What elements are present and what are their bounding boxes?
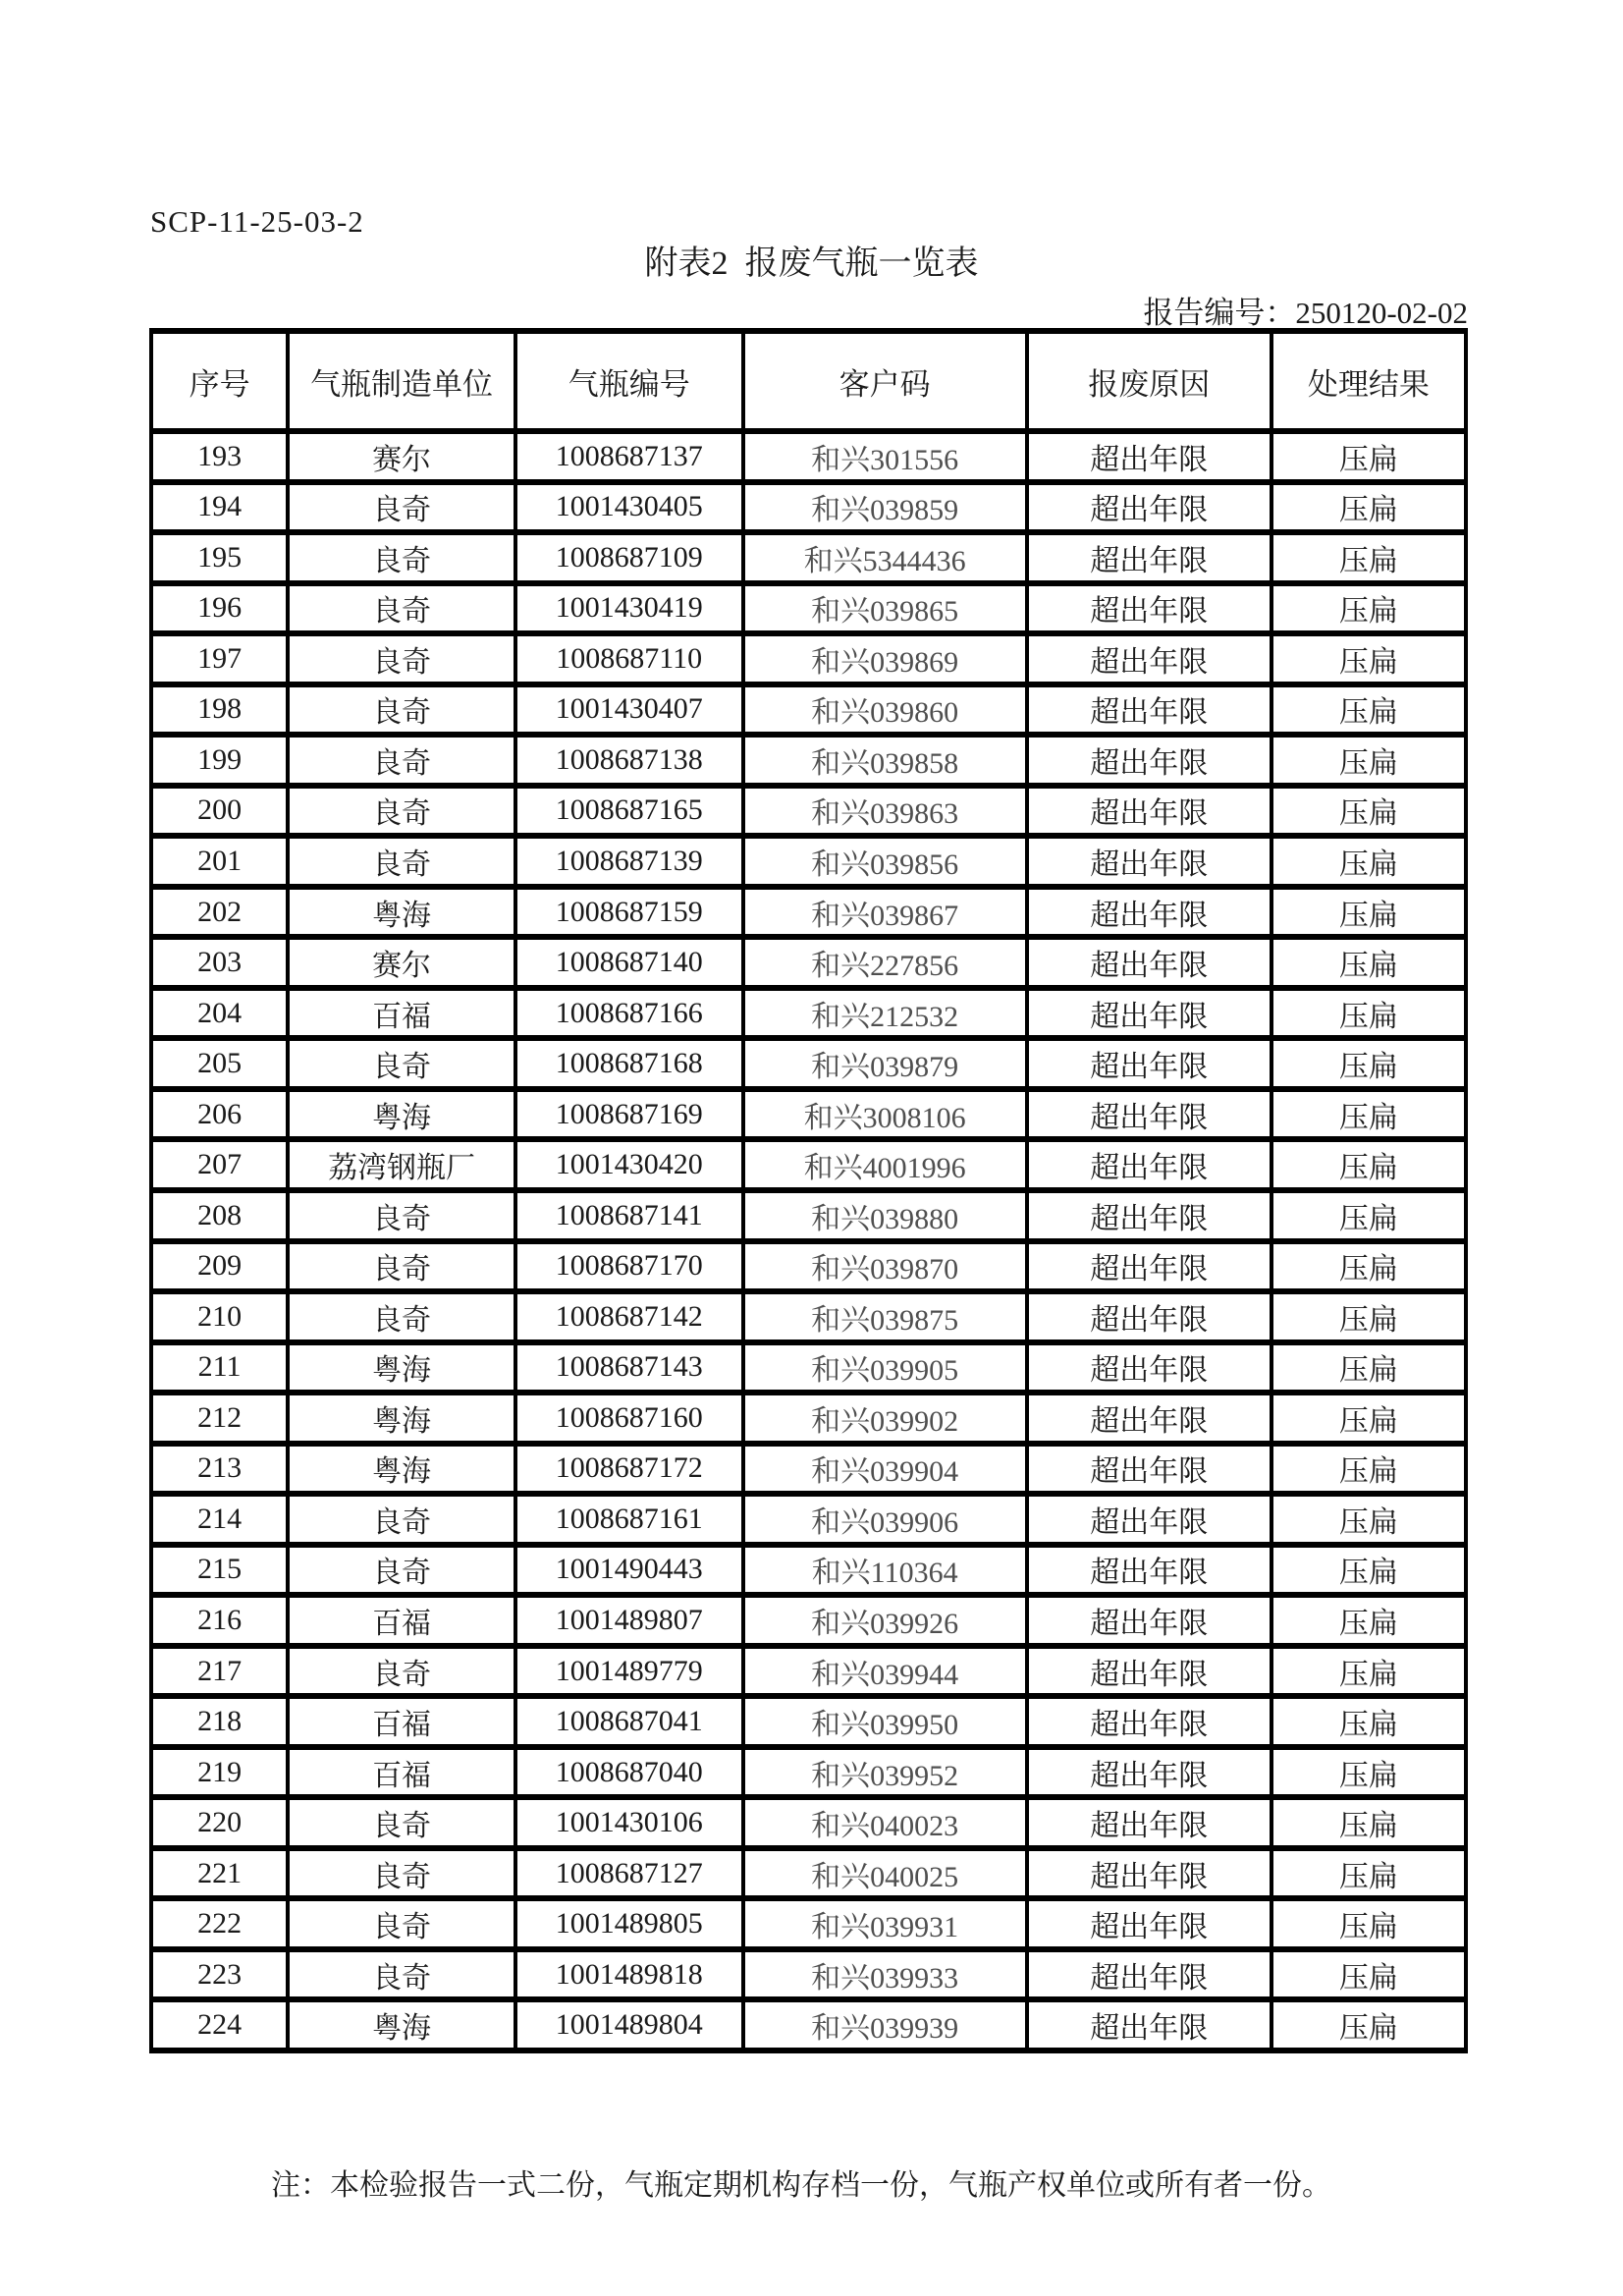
table-cell-result: 压扁	[1271, 1545, 1466, 1596]
table-cell-serial: 224	[151, 1999, 288, 2050]
table-row	[151, 1545, 1466, 1596]
table-cell-cylinder-no: 1008687142	[515, 1291, 743, 1342]
table-cell-manufacturer: 良奇	[288, 633, 515, 684]
table-cell-cylinder-no: 1008687040	[515, 1747, 743, 1798]
table-cell-scrap-reason: 超出年限	[1027, 1545, 1271, 1596]
table-cell-manufacturer: 良奇	[288, 1898, 515, 1949]
table-cell-serial: 193	[151, 431, 288, 482]
table-cell-customer-code: 和兴4001996	[743, 1139, 1027, 1190]
table-cell-serial: 202	[151, 887, 288, 938]
table-cell-cylinder-no: 1001430407	[515, 684, 743, 736]
table-cell-customer-code: 和兴227856	[743, 937, 1027, 988]
table-cell-scrap-reason: 超出年限	[1027, 786, 1271, 837]
table-cell-customer-code: 和兴040025	[743, 1848, 1027, 1899]
table-cell-manufacturer: 良奇	[288, 532, 515, 583]
table-cell-serial: 220	[151, 1797, 288, 1848]
table-row	[151, 431, 1466, 482]
table-cell-customer-code: 和兴039952	[743, 1747, 1027, 1798]
table-cell-cylinder-no: 1001430419	[515, 583, 743, 634]
table-cell-serial: 201	[151, 836, 288, 887]
table-cell-customer-code: 和兴039875	[743, 1291, 1027, 1342]
table-cell-scrap-reason: 超出年限	[1027, 1848, 1271, 1899]
table-cell-cylinder-no: 1008687041	[515, 1696, 743, 1747]
table-cell-result: 压扁	[1271, 1797, 1466, 1848]
table-cell-scrap-reason: 超出年限	[1027, 532, 1271, 583]
table-row	[151, 735, 1466, 786]
table-row	[151, 482, 1466, 533]
table-cell-cylinder-no: 1008687139	[515, 836, 743, 887]
table-cell-cylinder-no: 1008687169	[515, 1089, 743, 1140]
table-header	[151, 331, 1466, 431]
table-cell-scrap-reason: 超出年限	[1027, 1089, 1271, 1140]
table-row	[151, 583, 1466, 634]
document-code: SCP-11-25-03-2	[150, 204, 364, 239]
table-row	[151, 1747, 1466, 1798]
table-cell-manufacturer: 良奇	[288, 1797, 515, 1848]
table-cell-cylinder-no: 1008687141	[515, 1190, 743, 1241]
table-cell-result: 压扁	[1271, 1898, 1466, 1949]
table-cell-result: 压扁	[1271, 633, 1466, 684]
table-cell-result: 压扁	[1271, 1342, 1466, 1394]
table-cell-result: 压扁	[1271, 1291, 1466, 1342]
table-cell-customer-code: 和兴301556	[743, 431, 1027, 482]
table-cell-serial: 217	[151, 1646, 288, 1697]
table-row	[151, 1646, 1466, 1697]
table-cell-result: 压扁	[1271, 1646, 1466, 1697]
table-cell-cylinder-no: 1008687170	[515, 1241, 743, 1292]
table-row	[151, 1038, 1466, 1089]
table-cell-serial: 216	[151, 1595, 288, 1646]
scrapped-cylinder-table	[149, 328, 1468, 2053]
table-row	[151, 1949, 1466, 2000]
table-cell-customer-code: 和兴039906	[743, 1494, 1027, 1545]
table-cell-cylinder-no: 1008687110	[515, 633, 743, 684]
table-cell-manufacturer: 粤海	[288, 1342, 515, 1394]
table-row	[151, 1999, 1466, 2050]
table-row	[151, 1393, 1466, 1444]
table-cell-manufacturer: 良奇	[288, 1646, 515, 1697]
table-row	[151, 684, 1466, 736]
table-cell-serial: 209	[151, 1241, 288, 1292]
table-cell-manufacturer: 良奇	[288, 836, 515, 887]
table-cell-customer-code: 和兴039865	[743, 583, 1027, 634]
table-cell-scrap-reason: 超出年限	[1027, 1342, 1271, 1394]
table-cell-result: 压扁	[1271, 1696, 1466, 1747]
table-cell-manufacturer: 良奇	[288, 1545, 515, 1596]
table-cell-scrap-reason: 超出年限	[1027, 1949, 1271, 2000]
table-cell-cylinder-no: 1008687138	[515, 735, 743, 786]
table-cell-result: 压扁	[1271, 532, 1466, 583]
table-cell-scrap-reason: 超出年限	[1027, 1444, 1271, 1495]
table-cell-cylinder-no: 1001489779	[515, 1646, 743, 1697]
table-cell-serial: 196	[151, 583, 288, 634]
table-cell-customer-code: 和兴5344436	[743, 532, 1027, 583]
table-cell-customer-code: 和兴039870	[743, 1241, 1027, 1292]
table-cell-manufacturer: 百福	[288, 988, 515, 1039]
table-cell-customer-code: 和兴039859	[743, 482, 1027, 533]
table-row	[151, 887, 1466, 938]
table-cell-manufacturer: 粤海	[288, 1999, 515, 2050]
table-row	[151, 532, 1466, 583]
table-cell-manufacturer: 良奇	[288, 684, 515, 736]
table-cell-manufacturer: 良奇	[288, 1190, 515, 1241]
table-cell-customer-code: 和兴039856	[743, 836, 1027, 887]
table-cell-result: 压扁	[1271, 786, 1466, 837]
table-cell-serial: 210	[151, 1291, 288, 1342]
table-cell-manufacturer: 赛尔	[288, 937, 515, 988]
table-cell-serial: 198	[151, 684, 288, 736]
table-cell-serial: 223	[151, 1949, 288, 2000]
report-number-value: 250120-02-02	[1295, 296, 1468, 330]
table-cell-result: 压扁	[1271, 1038, 1466, 1089]
table-row	[151, 1190, 1466, 1241]
table-row	[151, 937, 1466, 988]
table-row	[151, 1848, 1466, 1899]
table-row	[151, 1089, 1466, 1140]
table-cell-customer-code: 和兴039904	[743, 1444, 1027, 1495]
table-row	[151, 1494, 1466, 1545]
table-cell-manufacturer: 百福	[288, 1595, 515, 1646]
table-cell-cylinder-no: 1001489805	[515, 1898, 743, 1949]
table-cell-scrap-reason: 超出年限	[1027, 1595, 1271, 1646]
table-cell-scrap-reason: 超出年限	[1027, 735, 1271, 786]
table-cell-serial: 218	[151, 1696, 288, 1747]
table-cell-manufacturer: 良奇	[288, 786, 515, 837]
table-cell-manufacturer: 荔湾钢瓶厂	[288, 1139, 515, 1190]
table-cell-result: 压扁	[1271, 1393, 1466, 1444]
table-cell-result: 压扁	[1271, 1241, 1466, 1292]
table-cell-customer-code: 和兴039931	[743, 1898, 1027, 1949]
table-cell-customer-code: 和兴039950	[743, 1696, 1027, 1747]
table-cell-result: 压扁	[1271, 735, 1466, 786]
table-cell-scrap-reason: 超出年限	[1027, 1139, 1271, 1190]
table-cell-result: 压扁	[1271, 583, 1466, 634]
table-row	[151, 786, 1466, 837]
table-cell-cylinder-no: 1001489818	[515, 1949, 743, 2000]
table-cell-result: 压扁	[1271, 1139, 1466, 1190]
table-cell-customer-code: 和兴039858	[743, 735, 1027, 786]
table-cell-customer-code: 和兴039879	[743, 1038, 1027, 1089]
table-cell-cylinder-no: 1008687109	[515, 532, 743, 583]
table-cell-customer-code: 和兴039902	[743, 1393, 1027, 1444]
table-cell-manufacturer: 良奇	[288, 1848, 515, 1899]
table-cell-scrap-reason: 超出年限	[1027, 1999, 1271, 2050]
table-cell-serial: 203	[151, 937, 288, 988]
table-cell-manufacturer: 百福	[288, 1747, 515, 1798]
table-row	[151, 1444, 1466, 1495]
table-cell-manufacturer: 良奇	[288, 583, 515, 634]
table-cell-scrap-reason: 超出年限	[1027, 988, 1271, 1039]
table-cell-serial: 207	[151, 1139, 288, 1190]
table-cell-serial: 212	[151, 1393, 288, 1444]
table-cell-scrap-reason: 超出年限	[1027, 1241, 1271, 1292]
table-cell-cylinder-no: 1001489807	[515, 1595, 743, 1646]
table-cell-customer-code: 和兴039860	[743, 684, 1027, 736]
table-cell-manufacturer: 良奇	[288, 735, 515, 786]
table-cell-cylinder-no: 1008687160	[515, 1393, 743, 1444]
table-cell-manufacturer: 粤海	[288, 1444, 515, 1495]
table-cell-result: 压扁	[1271, 1089, 1466, 1140]
column-header-cylinder-no: 气瓶编号	[515, 331, 743, 431]
table-cell-customer-code: 和兴039863	[743, 786, 1027, 837]
table-row	[151, 1342, 1466, 1394]
table-cell-scrap-reason: 超出年限	[1027, 1291, 1271, 1342]
table-cell-cylinder-no: 1008687168	[515, 1038, 743, 1089]
table-cell-customer-code: 和兴039905	[743, 1342, 1027, 1394]
table-cell-manufacturer: 良奇	[288, 1949, 515, 2000]
table-cell-scrap-reason: 超出年限	[1027, 1393, 1271, 1444]
table-cell-scrap-reason: 超出年限	[1027, 482, 1271, 533]
table-cell-cylinder-no: 1008687127	[515, 1848, 743, 1899]
table-cell-customer-code: 和兴039933	[743, 1949, 1027, 2000]
table-cell-customer-code: 和兴039867	[743, 887, 1027, 938]
table-cell-serial: 219	[151, 1747, 288, 1798]
table-cell-result: 压扁	[1271, 482, 1466, 533]
table-cell-scrap-reason: 超出年限	[1027, 583, 1271, 634]
table-cell-serial: 199	[151, 735, 288, 786]
table-row	[151, 1595, 1466, 1646]
table-cell-manufacturer: 良奇	[288, 1494, 515, 1545]
table-row	[151, 633, 1466, 684]
table-cell-serial: 213	[151, 1444, 288, 1495]
table-cell-scrap-reason: 超出年限	[1027, 1747, 1271, 1798]
table-cell-customer-code: 和兴039926	[743, 1595, 1027, 1646]
table-cell-manufacturer: 良奇	[288, 1291, 515, 1342]
table-cell-customer-code: 和兴039869	[743, 633, 1027, 684]
column-header-serial: 序号	[151, 331, 288, 431]
table-cell-cylinder-no: 1001430420	[515, 1139, 743, 1190]
table-cell-customer-code: 和兴3008106	[743, 1089, 1027, 1140]
table-cell-scrap-reason: 超出年限	[1027, 1038, 1271, 1089]
table-cell-serial: 197	[151, 633, 288, 684]
table-row	[151, 836, 1466, 887]
table-cell-manufacturer: 良奇	[288, 482, 515, 533]
table-cell-cylinder-no: 1008687161	[515, 1494, 743, 1545]
table-body	[151, 431, 1466, 2050]
table-cell-customer-code: 和兴039939	[743, 1999, 1027, 2050]
table-cell-cylinder-no: 1001489804	[515, 1999, 743, 2050]
table-cell-scrap-reason: 超出年限	[1027, 887, 1271, 938]
table-cell-manufacturer: 良奇	[288, 1241, 515, 1292]
table-cell-result: 压扁	[1271, 836, 1466, 887]
table-cell-customer-code: 和兴039944	[743, 1646, 1027, 1697]
table-cell-cylinder-no: 1001430106	[515, 1797, 743, 1848]
table-cell-cylinder-no: 1008687159	[515, 887, 743, 938]
table-cell-manufacturer: 粤海	[288, 1393, 515, 1444]
table-cell-result: 压扁	[1271, 988, 1466, 1039]
table-cell-scrap-reason: 超出年限	[1027, 1190, 1271, 1241]
table-cell-manufacturer: 良奇	[288, 1038, 515, 1089]
table-cell-cylinder-no: 1008687172	[515, 1444, 743, 1495]
table-cell-serial: 215	[151, 1545, 288, 1596]
column-header-customer-code: 客户码	[743, 331, 1027, 431]
table-cell-result: 压扁	[1271, 887, 1466, 938]
table-row	[151, 1139, 1466, 1190]
table-cell-result: 压扁	[1271, 1444, 1466, 1495]
footer-note: 注：本检验报告一式二份，气瓶定期机构存档一份，气瓶产权单位或所有者一份。	[271, 2169, 1331, 2202]
table-cell-result: 压扁	[1271, 1494, 1466, 1545]
table-cell-result: 压扁	[1271, 1747, 1466, 1798]
table-cell-result: 压扁	[1271, 1190, 1466, 1241]
table-cell-serial: 204	[151, 988, 288, 1039]
table-cell-manufacturer: 粤海	[288, 1089, 515, 1140]
table-cell-cylinder-no: 1008687143	[515, 1342, 743, 1394]
table-cell-scrap-reason: 超出年限	[1027, 937, 1271, 988]
table-cell-manufacturer: 百福	[288, 1696, 515, 1747]
table-row	[151, 1898, 1466, 1949]
table-cell-scrap-reason: 超出年限	[1027, 1696, 1271, 1747]
table-cell-scrap-reason: 超出年限	[1027, 836, 1271, 887]
table-cell-serial: 194	[151, 482, 288, 533]
column-header-manufacturer: 气瓶制造单位	[288, 331, 515, 431]
table-cell-serial: 222	[151, 1898, 288, 1949]
table-row	[151, 1291, 1466, 1342]
table-cell-customer-code: 和兴212532	[743, 988, 1027, 1039]
table-cell-result: 压扁	[1271, 937, 1466, 988]
table-cell-serial: 208	[151, 1190, 288, 1241]
column-header-scrap-reason: 报废原因	[1027, 331, 1271, 431]
table-cell-scrap-reason: 超出年限	[1027, 1646, 1271, 1697]
table-cell-serial: 195	[151, 532, 288, 583]
table-cell-cylinder-no: 1001430405	[515, 482, 743, 533]
table-cell-result: 压扁	[1271, 684, 1466, 736]
table-cell-result: 压扁	[1271, 1848, 1466, 1899]
report-number-line	[1143, 288, 1468, 332]
page-title: 附表2 报废气瓶一览表	[644, 246, 979, 282]
table-cell-scrap-reason: 超出年限	[1027, 1898, 1271, 1949]
table-cell-result: 压扁	[1271, 1949, 1466, 2000]
table-cell-scrap-reason: 超出年限	[1027, 1494, 1271, 1545]
table-cell-manufacturer: 粤海	[288, 887, 515, 938]
table-cell-result: 压扁	[1271, 431, 1466, 482]
column-header-result: 处理结果	[1271, 331, 1466, 431]
report-number-label: 报告编号：	[1143, 296, 1296, 330]
table-cell-serial: 214	[151, 1494, 288, 1545]
table-row	[151, 1696, 1466, 1747]
table-cell-cylinder-no: 1001490443	[515, 1545, 743, 1596]
table-cell-serial: 200	[151, 786, 288, 837]
table-cell-serial: 211	[151, 1342, 288, 1394]
table-cell-customer-code: 和兴039880	[743, 1190, 1027, 1241]
table-row	[151, 988, 1466, 1039]
table-cell-cylinder-no: 1008687166	[515, 988, 743, 1039]
table-cell-cylinder-no: 1008687165	[515, 786, 743, 837]
table-cell-customer-code: 和兴110364	[743, 1545, 1027, 1596]
table-header-row	[151, 331, 1466, 431]
table-cell-cylinder-no: 1008687137	[515, 431, 743, 482]
table-cell-serial: 205	[151, 1038, 288, 1089]
table-row	[151, 1241, 1466, 1292]
table-cell-serial: 206	[151, 1089, 288, 1140]
table-cell-scrap-reason: 超出年限	[1027, 1797, 1271, 1848]
table-row	[151, 1797, 1466, 1848]
table-cell-cylinder-no: 1008687140	[515, 937, 743, 988]
table-cell-customer-code: 和兴040023	[743, 1797, 1027, 1848]
table-cell-result: 压扁	[1271, 1595, 1466, 1646]
table-cell-scrap-reason: 超出年限	[1027, 684, 1271, 736]
table-cell-serial: 221	[151, 1848, 288, 1899]
table-cell-result: 压扁	[1271, 1999, 1466, 2050]
table-cell-scrap-reason: 超出年限	[1027, 633, 1271, 684]
table-cell-scrap-reason: 超出年限	[1027, 431, 1271, 482]
table-cell-manufacturer: 赛尔	[288, 431, 515, 482]
